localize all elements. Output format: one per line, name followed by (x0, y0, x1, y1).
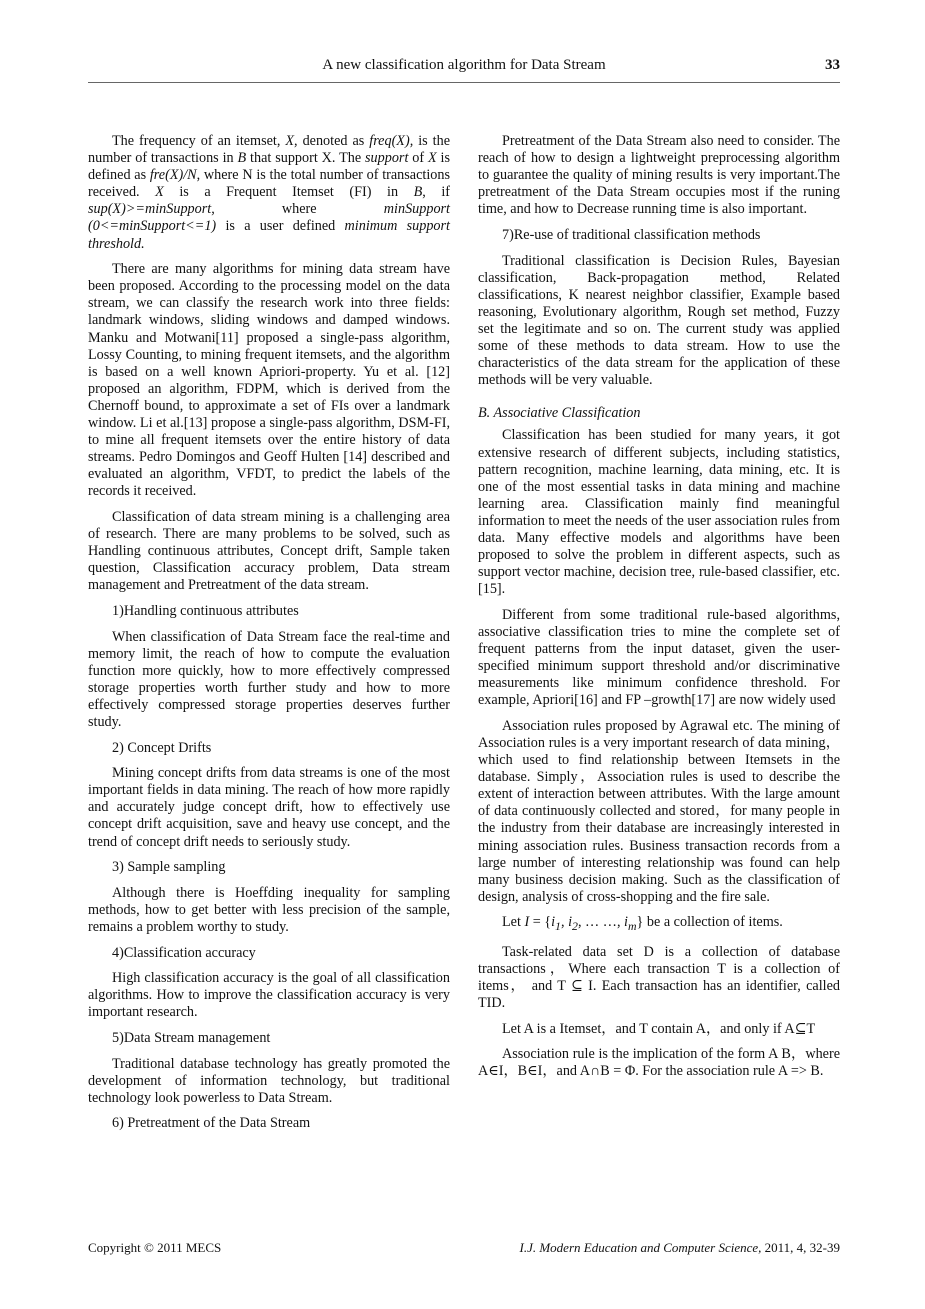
paragraph-challenges: Classification of data stream mining is a challenging area of research. There are many problems to be solved, such as Handling continuous attributes, Concept drift, Sample taken question, Classification accuracy problem, Data stream management and Pretreatment of the data stream. (88, 508, 450, 594)
paragraph-algorithms: There are many algorithms for mining data stream have been proposed. According to the processing model on the data stream, we can classify the research work into three fields: landmark windows, sliding windows and damped windows. Manku and Motwani[11] proposed a single-pass algorithm, Lossy Counting, to mining frequent itemsets, and the algorithm is based on a well known Apriori-property. Yu et al. [12] proposed an algorithm, FDPM, which is derived from the Chernoff bound, to approximate a set of FIs over a landmark window. Li et al.[13] propose a single-pass algorithm, DSM-FI, to mine all frequent itemsets over the entire history of data streams. Pedro Domingos and Geoff Hulten [14] described and evaluated an algorithm, VFDT, to predict the labels of the records it received. (88, 261, 450, 500)
list-heading-reuse-methods: 7)Re-use of traditional classification methods (502, 226, 761, 243)
section-heading-associative-classification: B. Associative Classification (478, 405, 641, 422)
paragraph-stream-management: Traditional database technology has greatly promoted the development of information technology, but traditional technology look powerless to Data Stream. (88, 1055, 450, 1106)
paragraph-traditional-classification: Traditional classification is Decision Rules, Bayesian classification, Back-propagation method, Related classifications, K nearest neighbor classifier, Example based reasoning, Evolutionary algorithm, Rough set method, Fuzzy set the legitimate and so on. The current study was applied some of these methods to data stream. How to use the characteristics of the data stream for the application of these methods will be very valuable. (478, 252, 840, 389)
paragraph-classification-intro: Classification has been studied for many years, it got extensive research of different subjects, including statistics, pattern recognition, machine learning, data mining, etc. It is one of the most essential tasks in data mining and machine learning area. Classification mainly find meaningful information to meet the needs of the user association rules from data. Many effective models and algorithms have been proposed to solve the problem in different aspects, such as support vector machine, decision tree, rule-based classifier, etc.[15]. (478, 427, 840, 598)
list-heading-pretreatment: 6) Pretreatment of the Data Stream (112, 1115, 311, 1132)
paragraph-association-rules: Association rules proposed by Agrawal etc. The mining of Association rules is a very important research of data mining，which used to find relationship between Itemsets in the database. Simply，Association rules is used to describe the extent of interaction between attributes. With the large amount of data continuously collected and stored，for many people in the industry from their database are increasingly interested in mining association rules. Business transaction records from a large number of interesting relationship was found can help many business decision making. Such as the classification of design, analysis of cross-shopping and the fire sale. (478, 717, 840, 905)
page-number: 33 (825, 57, 840, 73)
paragraph-item-collection: Let $I = \{i_1$, $i_2$, … …, $i_m$} be a collection of items. (502, 914, 783, 934)
running-header (88, 57, 840, 77)
paragraph-associative-classification: Different from some traditional rule-based algorithms, associative classification tries to mine the complete set of frequent patterns from the input dataset, given the user-specified minimum support threshold and/or discriminative measurements like minimum confidence threshold. For example, Apriori[16] and FP –growth[17] are now widely used (478, 606, 840, 709)
list-heading-classification-accuracy: 4)Classification accuracy (112, 944, 256, 961)
paragraph-concept-drifts: Mining concept drifts from data streams is one of the most important fields in data mining. The reach of how more rapidly and accurately judge concept drift, how to effectively use concept drift acquisition, save and heavy use concept, and the trend of concept drift needs to seriously study. (88, 765, 450, 850)
paragraph-frequency-definition: The frequency of an itemset, X, denoted as freq(X), is the number of transactions in B that support X. The support of X is defined as fre(X)/N, where N is the total number of transactions received. X is a Frequent Itemset (FI) in B, if sup(X)>=minSupport, where minSupport (0<=minSupport<=1) is a user defined minimum support threshold. (88, 133, 451, 252)
footer-citation: I.J. Modern Education and Computer Science, 2011, 4, 32-39 (519, 1240, 840, 1255)
paragraph-itemset: Let A is a Itemset，and T contain A，and only if A⊆T (502, 1020, 816, 1037)
list-heading-stream-management: 5)Data Stream management (112, 1029, 271, 1046)
paragraph-classification-accuracy: High classification accuracy is the goal of all classification algorithms. How to improve the classification accuracy is very important research. (88, 970, 450, 1021)
header-rule (88, 82, 840, 83)
list-heading-concept-drifts: 2) Concept Drifts (112, 739, 212, 756)
paragraph-sample-sampling: Although there is Hoeffding inequality for sampling methods, how to get better with less precision of the sample, remains a problem worthy to study. (88, 884, 450, 935)
paragraph-association-rule-form: Association rule is the implication of the form A B，where A∈I，B∈I，and A∩B = Φ. For the association rule A => B. (478, 1046, 840, 1080)
paragraph-continuous-attributes: When classification of Data Stream face the real-time and memory limit, the reach of how to compute the evaluation function more quickly, how to more effectively compressed storage properties worth further study and how to more effectively compressed storage properties deserves further study. (88, 628, 450, 730)
left-column (88, 133, 450, 1141)
right-column (478, 133, 840, 1089)
list-heading-sample-sampling: 3) Sample sampling (112, 859, 226, 876)
list-heading-continuous-attributes: 1)Handling continuous attributes (112, 602, 299, 619)
paragraph-transactions: Task-related data set D is a collection of database transactions，Where each transaction T is a collection of items， and T ⊆ I. Each transaction has an identifier, called TID. (478, 943, 840, 1012)
paragraph-pretreatment: Pretreatment of the Data Stream also need to consider. The reach of how to design a lightweight preprocessing algorithm to guarantee the quality of mining results is very important.The pretreatment of the Data Stream occupies most if the runing time, and how to Decrease running time is also important. (478, 133, 840, 218)
footer-copyright: Copyright © 2011 MECS (88, 1240, 222, 1255)
running-title: A new classification algorithm for Data Stream (322, 57, 606, 73)
